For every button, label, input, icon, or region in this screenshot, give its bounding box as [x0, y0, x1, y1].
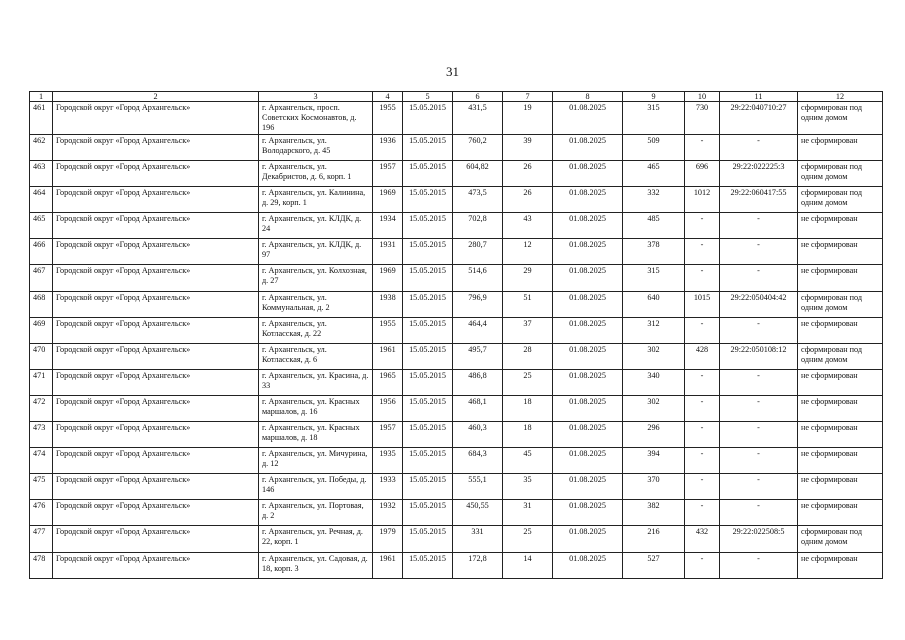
column-9-cell: 382	[623, 500, 685, 526]
year-cell: 1934	[373, 213, 403, 239]
year-cell: 1955	[373, 102, 403, 135]
residents-cell: 35	[503, 474, 553, 500]
column-10-cell: 432	[685, 526, 720, 552]
year-cell: 1933	[373, 474, 403, 500]
date-cell: 15.05.2015	[403, 552, 453, 578]
area-cell: 473,5	[453, 187, 503, 213]
residents-cell: 14	[503, 552, 553, 578]
area-cell: 760,2	[453, 135, 503, 161]
land-status-cell: не сформирован	[798, 395, 883, 421]
column-header: 5	[403, 92, 453, 102]
row-number-cell: 473	[30, 422, 53, 448]
row-number-cell: 469	[30, 317, 53, 343]
residents-cell: 26	[503, 161, 553, 187]
table-row	[30, 552, 883, 578]
row-number-cell: 465	[30, 213, 53, 239]
row-number-cell: 475	[30, 474, 53, 500]
column-header: 9	[623, 92, 685, 102]
table-row	[30, 422, 883, 448]
planned-date-cell: 01.08.2025	[553, 213, 623, 239]
cadastral-number-cell: 29:22:022508:5	[720, 526, 798, 552]
column-header: 2	[53, 92, 259, 102]
column-header: 6	[453, 92, 503, 102]
date-cell: 15.05.2015	[403, 369, 453, 395]
land-status-cell: не сформирован	[798, 317, 883, 343]
cadastral-number-cell: 29:22:040710:27	[720, 102, 798, 135]
cadastral-number-cell: -	[720, 317, 798, 343]
date-cell: 15.05.2015	[403, 317, 453, 343]
planned-date-cell: 01.08.2025	[553, 291, 623, 317]
column-9-cell: 378	[623, 239, 685, 265]
area-cell: 555,1	[453, 474, 503, 500]
cadastral-number-cell: -	[720, 213, 798, 239]
year-cell: 1938	[373, 291, 403, 317]
row-number-cell: 477	[30, 526, 53, 552]
column-10-cell: 428	[685, 343, 720, 369]
residents-cell: 26	[503, 187, 553, 213]
column-10-cell: -	[685, 500, 720, 526]
year-cell: 1936	[373, 135, 403, 161]
land-status-cell: не сформирован	[798, 135, 883, 161]
row-number-cell: 470	[30, 343, 53, 369]
year-cell: 1965	[373, 369, 403, 395]
column-9-cell: 394	[623, 448, 685, 474]
planned-date-cell: 01.08.2025	[553, 395, 623, 421]
column-9-cell: 465	[623, 161, 685, 187]
year-cell: 1969	[373, 265, 403, 291]
land-status-cell: сформирован под одним домом	[798, 161, 883, 187]
column-10-cell: -	[685, 448, 720, 474]
column-9-cell: 332	[623, 187, 685, 213]
row-number-cell: 476	[30, 500, 53, 526]
column-9-cell: 509	[623, 135, 685, 161]
date-cell: 15.05.2015	[403, 187, 453, 213]
date-cell: 15.05.2015	[403, 500, 453, 526]
land-status-cell: не сформирован	[798, 552, 883, 578]
address-cell: г. Архангельск, ул. Декабристов, д. 6, корп. 1	[259, 161, 373, 187]
planned-date-cell: 01.08.2025	[553, 135, 623, 161]
planned-date-cell: 01.08.2025	[553, 552, 623, 578]
column-10-cell: -	[685, 239, 720, 265]
area-cell: 464,4	[453, 317, 503, 343]
column-9-cell: 302	[623, 395, 685, 421]
column-10-cell: -	[685, 265, 720, 291]
address-cell: г. Архангельск, ул. Красных маршалов, д. 16	[259, 395, 373, 421]
column-9-cell: 315	[623, 265, 685, 291]
address-cell: г. Архангельск, ул. КЛДК, д. 24	[259, 213, 373, 239]
table-row	[30, 448, 883, 474]
table-row	[30, 291, 883, 317]
land-status-cell: не сформирован	[798, 474, 883, 500]
land-status-cell: не сформирован	[798, 448, 883, 474]
date-cell: 15.05.2015	[403, 448, 453, 474]
cadastral-number-cell: -	[720, 474, 798, 500]
table-row	[30, 474, 883, 500]
row-number-cell: 478	[30, 552, 53, 578]
date-cell: 15.05.2015	[403, 161, 453, 187]
column-10-cell: 1015	[685, 291, 720, 317]
address-cell: г. Архангельск, ул. Красина, д. 33	[259, 369, 373, 395]
area-cell: 702,8	[453, 213, 503, 239]
date-cell: 15.05.2015	[403, 239, 453, 265]
land-status-cell: не сформирован	[798, 239, 883, 265]
address-cell: г. Архангельск, ул. Коммунальная, д. 2	[259, 291, 373, 317]
row-number-cell: 461	[30, 102, 53, 135]
area-cell: 431,5	[453, 102, 503, 135]
planned-date-cell: 01.08.2025	[553, 500, 623, 526]
municipality-cell: Городской округ «Город Архангельск»	[53, 526, 259, 552]
planned-date-cell: 01.08.2025	[553, 369, 623, 395]
row-number-cell: 467	[30, 265, 53, 291]
address-cell: г. Архангельск, ул. Колхозная, д. 27	[259, 265, 373, 291]
address-cell: г. Архангельск, ул. Речная, д. 22, корп. 1	[259, 526, 373, 552]
row-number-cell: 468	[30, 291, 53, 317]
column-header: 1	[30, 92, 53, 102]
address-cell: г. Архангельск, ул. Калинина, д. 29, корп. 1	[259, 187, 373, 213]
year-cell: 1957	[373, 161, 403, 187]
planned-date-cell: 01.08.2025	[553, 265, 623, 291]
cadastral-number-cell: -	[720, 369, 798, 395]
residents-cell: 12	[503, 239, 553, 265]
planned-date-cell: 01.08.2025	[553, 422, 623, 448]
table-row	[30, 135, 883, 161]
column-9-cell: 640	[623, 291, 685, 317]
land-status-cell: сформирован под одним домом	[798, 187, 883, 213]
table-row	[30, 369, 883, 395]
address-cell: г. Архангельск, ул. Садовая, д. 18, корп. 3	[259, 552, 373, 578]
municipality-cell: Городской округ «Город Архангельск»	[53, 422, 259, 448]
cadastral-number-cell: -	[720, 552, 798, 578]
address-cell: г. Архангельск, ул. КЛДК, д. 97	[259, 239, 373, 265]
column-10-cell: -	[685, 317, 720, 343]
area-cell: 684,3	[453, 448, 503, 474]
column-header: 8	[553, 92, 623, 102]
land-status-cell: сформирован под одним домом	[798, 102, 883, 135]
year-cell: 1961	[373, 552, 403, 578]
residents-cell: 25	[503, 526, 553, 552]
area-cell: 796,9	[453, 291, 503, 317]
municipality-cell: Городской округ «Город Архангельск»	[53, 291, 259, 317]
table-row	[30, 317, 883, 343]
municipality-cell: Городской округ «Город Архангельск»	[53, 213, 259, 239]
land-status-cell: не сформирован	[798, 369, 883, 395]
planned-date-cell: 01.08.2025	[553, 102, 623, 135]
column-10-cell: 696	[685, 161, 720, 187]
column-header: 4	[373, 92, 403, 102]
year-cell: 1935	[373, 448, 403, 474]
land-status-cell: сформирован под одним домом	[798, 343, 883, 369]
column-9-cell: 370	[623, 474, 685, 500]
date-cell: 15.05.2015	[403, 474, 453, 500]
municipality-cell: Городской округ «Город Архангельск»	[53, 500, 259, 526]
municipality-cell: Городской округ «Город Архангельск»	[53, 135, 259, 161]
residents-cell: 45	[503, 448, 553, 474]
municipality-cell: Городской округ «Город Архангельск»	[53, 552, 259, 578]
area-cell: 280,7	[453, 239, 503, 265]
residents-cell: 25	[503, 369, 553, 395]
table-body	[30, 102, 883, 579]
table-row	[30, 102, 883, 135]
table-row	[30, 526, 883, 552]
planned-date-cell: 01.08.2025	[553, 187, 623, 213]
cadastral-number-cell: -	[720, 395, 798, 421]
cadastral-number-cell: -	[720, 239, 798, 265]
residents-cell: 51	[503, 291, 553, 317]
residents-cell: 29	[503, 265, 553, 291]
planned-date-cell: 01.08.2025	[553, 239, 623, 265]
row-number-cell: 464	[30, 187, 53, 213]
area-cell: 331	[453, 526, 503, 552]
area-cell: 486,8	[453, 369, 503, 395]
column-10-cell: -	[685, 474, 720, 500]
column-9-cell: 340	[623, 369, 685, 395]
date-cell: 15.05.2015	[403, 135, 453, 161]
date-cell: 15.05.2015	[403, 395, 453, 421]
residents-cell: 43	[503, 213, 553, 239]
cadastral-number-cell: 29:22:050108:12	[720, 343, 798, 369]
planned-date-cell: 01.08.2025	[553, 474, 623, 500]
date-cell: 15.05.2015	[403, 102, 453, 135]
land-status-cell: не сформирован	[798, 500, 883, 526]
column-header: 10	[685, 92, 720, 102]
table-row	[30, 239, 883, 265]
municipality-cell: Городской округ «Город Архангельск»	[53, 474, 259, 500]
table-row	[30, 213, 883, 239]
housing-register-table	[29, 91, 883, 579]
residents-cell: 31	[503, 500, 553, 526]
residents-cell: 19	[503, 102, 553, 135]
row-number-cell: 463	[30, 161, 53, 187]
column-10-cell: -	[685, 213, 720, 239]
planned-date-cell: 01.08.2025	[553, 526, 623, 552]
table-row	[30, 161, 883, 187]
column-9-cell: 296	[623, 422, 685, 448]
municipality-cell: Городской округ «Город Архангельск»	[53, 317, 259, 343]
cadastral-number-cell: -	[720, 422, 798, 448]
land-status-cell: не сформирован	[798, 213, 883, 239]
cadastral-number-cell: -	[720, 135, 798, 161]
date-cell: 15.05.2015	[403, 526, 453, 552]
area-cell: 450,55	[453, 500, 503, 526]
municipality-cell: Городской округ «Город Архангельск»	[53, 369, 259, 395]
column-10-cell: -	[685, 395, 720, 421]
column-header: 3	[259, 92, 373, 102]
table-row	[30, 500, 883, 526]
year-cell: 1932	[373, 500, 403, 526]
column-10-cell: 730	[685, 102, 720, 135]
column-9-cell: 527	[623, 552, 685, 578]
row-number-cell: 472	[30, 395, 53, 421]
date-cell: 15.05.2015	[403, 343, 453, 369]
land-status-cell: сформирован под одним домом	[798, 526, 883, 552]
table-row	[30, 265, 883, 291]
year-cell: 1956	[373, 395, 403, 421]
row-number-cell: 471	[30, 369, 53, 395]
land-status-cell: не сформирован	[798, 422, 883, 448]
residents-cell: 18	[503, 395, 553, 421]
area-cell: 514,6	[453, 265, 503, 291]
municipality-cell: Городской округ «Город Архангельск»	[53, 161, 259, 187]
year-cell: 1957	[373, 422, 403, 448]
column-9-cell: 302	[623, 343, 685, 369]
column-number-row	[30, 92, 883, 102]
date-cell: 15.05.2015	[403, 213, 453, 239]
date-cell: 15.05.2015	[403, 291, 453, 317]
table-row	[30, 343, 883, 369]
residents-cell: 28	[503, 343, 553, 369]
column-header: 11	[720, 92, 798, 102]
address-cell: г. Архангельск, ул. Котласская, д. 6	[259, 343, 373, 369]
municipality-cell: Городской округ «Город Архангельск»	[53, 239, 259, 265]
municipality-cell: Городской округ «Город Архангельск»	[53, 265, 259, 291]
column-9-cell: 216	[623, 526, 685, 552]
address-cell: г. Архангельск, ул. Красных маршалов, д. 18	[259, 422, 373, 448]
column-header: 12	[798, 92, 883, 102]
address-cell: г. Архангельск, ул. Портовая, д. 2	[259, 500, 373, 526]
land-status-cell: не сформирован	[798, 265, 883, 291]
area-cell: 604,82	[453, 161, 503, 187]
area-cell: 172,8	[453, 552, 503, 578]
cadastral-number-cell: 29:22:022225:3	[720, 161, 798, 187]
column-header: 7	[503, 92, 553, 102]
year-cell: 1931	[373, 239, 403, 265]
year-cell: 1979	[373, 526, 403, 552]
municipality-cell: Городской округ «Город Архангельск»	[53, 343, 259, 369]
planned-date-cell: 01.08.2025	[553, 343, 623, 369]
municipality-cell: Городской округ «Город Архангельск»	[53, 187, 259, 213]
column-10-cell: 1012	[685, 187, 720, 213]
municipality-cell: Городской округ «Город Архангельск»	[53, 448, 259, 474]
column-10-cell: -	[685, 369, 720, 395]
date-cell: 15.05.2015	[403, 265, 453, 291]
page-number: 31	[446, 64, 459, 79]
cadastral-number-cell: -	[720, 448, 798, 474]
column-10-cell: -	[685, 135, 720, 161]
address-cell: г. Архангельск, ул. Победы, д. 146	[259, 474, 373, 500]
cadastral-number-cell: 29:22:050404:42	[720, 291, 798, 317]
planned-date-cell: 01.08.2025	[553, 317, 623, 343]
area-cell: 460,3	[453, 422, 503, 448]
column-10-cell: -	[685, 552, 720, 578]
address-cell: г. Архангельск, ул. Володарского, д. 45	[259, 135, 373, 161]
planned-date-cell: 01.08.2025	[553, 161, 623, 187]
address-cell: г. Архангельск, ул. Мичурина, д. 12	[259, 448, 373, 474]
cadastral-number-cell: 29:22:060417:55	[720, 187, 798, 213]
column-9-cell: 312	[623, 317, 685, 343]
address-cell: г. Архангельск, просп. Советских Космонавтов, д. 196	[259, 102, 373, 135]
land-status-cell: сформирован под одним домом	[798, 291, 883, 317]
year-cell: 1961	[373, 343, 403, 369]
area-cell: 468,1	[453, 395, 503, 421]
table-row	[30, 187, 883, 213]
cadastral-number-cell: -	[720, 265, 798, 291]
row-number-cell: 466	[30, 239, 53, 265]
residents-cell: 39	[503, 135, 553, 161]
area-cell: 495,7	[453, 343, 503, 369]
row-number-cell: 474	[30, 448, 53, 474]
residents-cell: 18	[503, 422, 553, 448]
table-row	[30, 395, 883, 421]
planned-date-cell: 01.08.2025	[553, 448, 623, 474]
year-cell: 1969	[373, 187, 403, 213]
year-cell: 1955	[373, 317, 403, 343]
column-10-cell: -	[685, 422, 720, 448]
column-9-cell: 315	[623, 102, 685, 135]
date-cell: 15.05.2015	[403, 422, 453, 448]
residents-cell: 37	[503, 317, 553, 343]
row-number-cell: 462	[30, 135, 53, 161]
municipality-cell: Городской округ «Город Архангельск»	[53, 102, 259, 135]
cadastral-number-cell: -	[720, 500, 798, 526]
municipality-cell: Городской округ «Город Архангельск»	[53, 395, 259, 421]
address-cell: г. Архангельск, ул. Котласская, д. 22	[259, 317, 373, 343]
column-9-cell: 485	[623, 213, 685, 239]
